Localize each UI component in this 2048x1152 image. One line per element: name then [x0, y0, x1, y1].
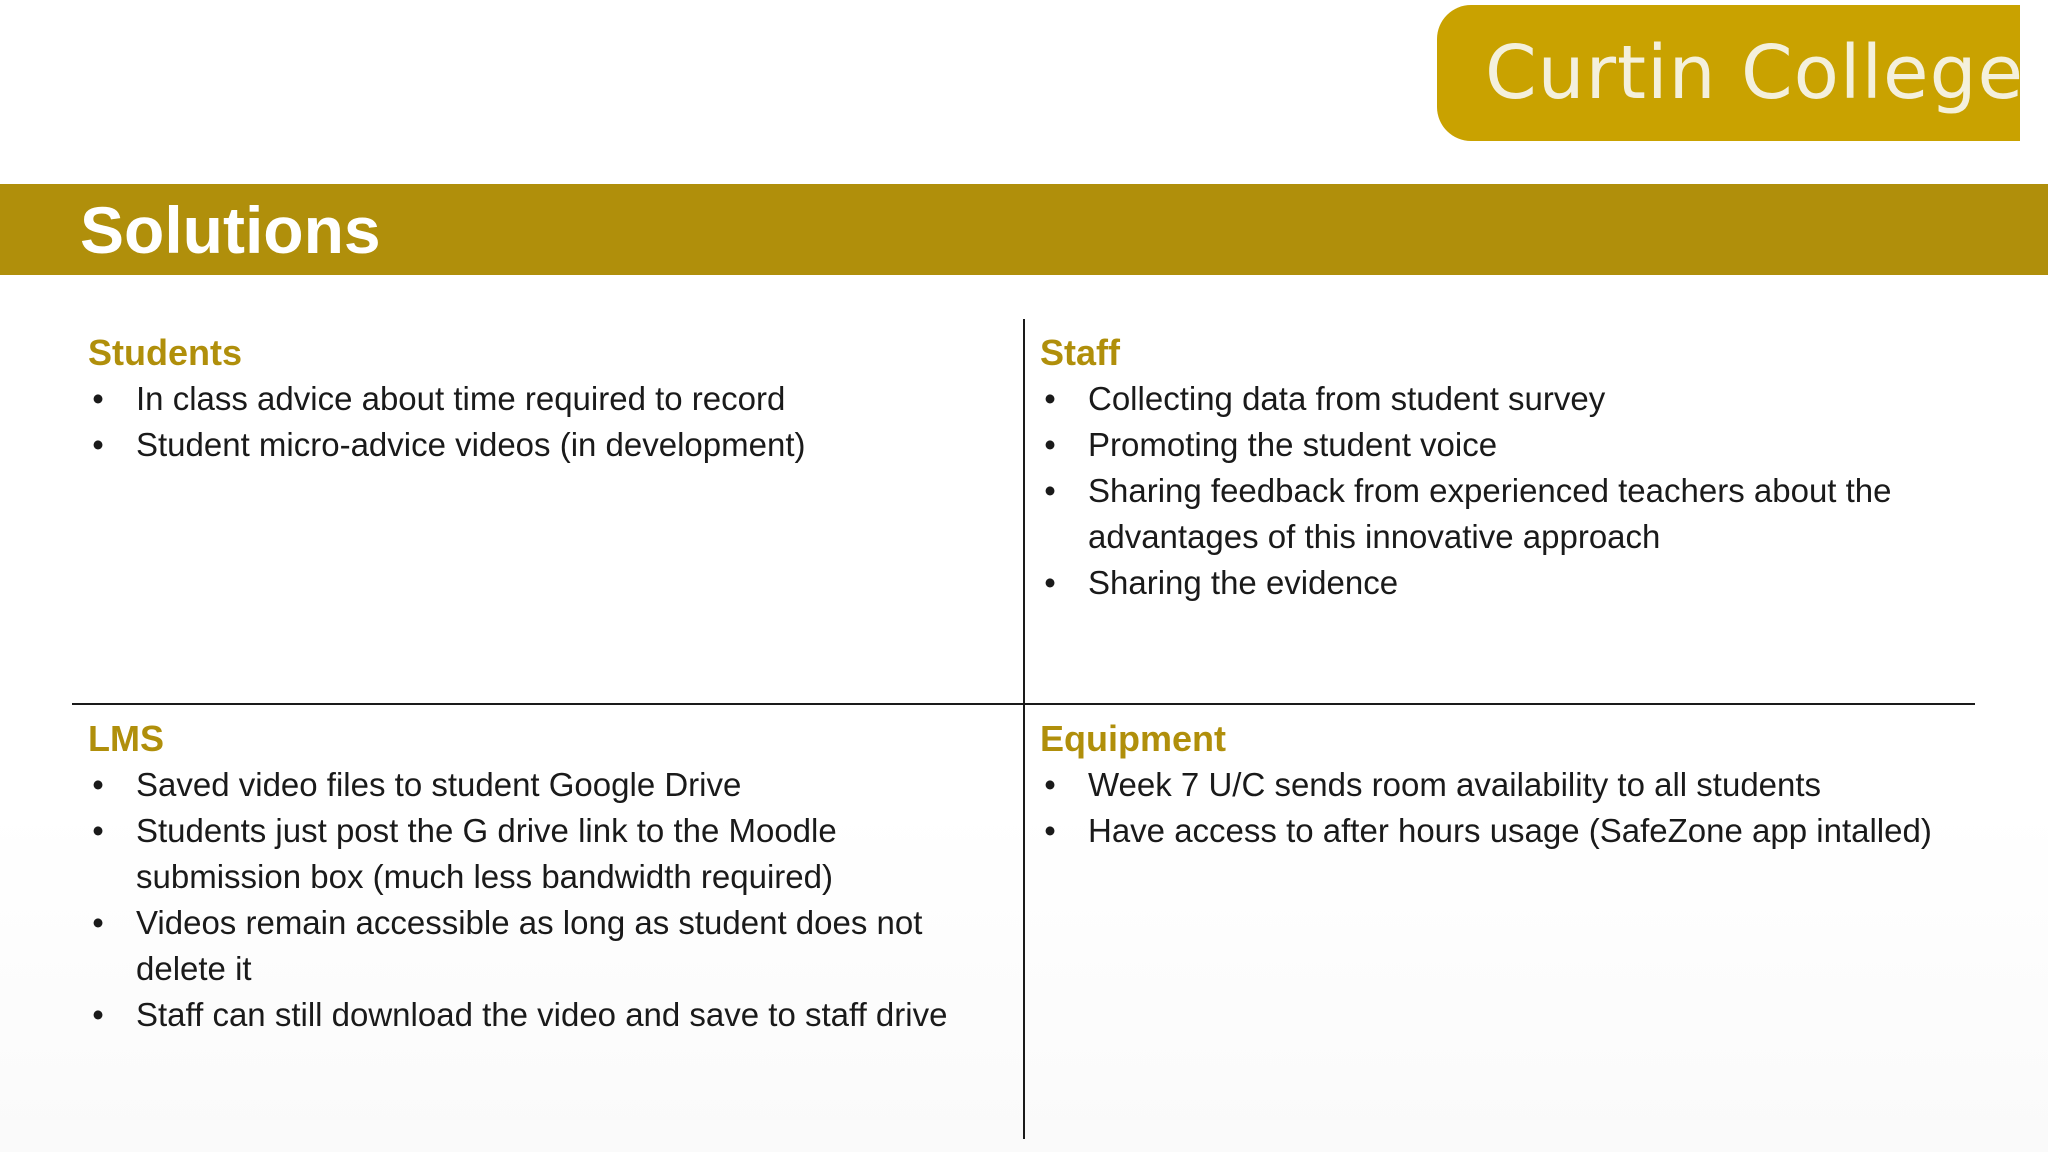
- bullet-icon: •: [1044, 426, 1056, 463]
- bullet-icon: •: [1044, 472, 1056, 509]
- list-item: [88, 808, 1008, 900]
- students-list: [88, 376, 1008, 468]
- staff-heading: Staff: [1040, 332, 1120, 373]
- bullet-icon: •: [92, 426, 104, 463]
- logo-text: Curtin College: [1485, 30, 2025, 116]
- staff-quadrant: [1040, 330, 1970, 606]
- list-item-text: In class advice about time required to record: [136, 380, 786, 417]
- list-item-text: Week 7 U/C sends room availability to all students: [1088, 766, 1822, 803]
- staff-list: [1040, 376, 1970, 606]
- bullet-icon: •: [1044, 380, 1056, 417]
- bullet-icon: •: [92, 812, 104, 849]
- students-heading: Students: [88, 332, 243, 373]
- lms-list: [88, 762, 1008, 1038]
- bullet-icon: •: [92, 996, 104, 1033]
- list-item-text: Videos remain accessible as long as student does not delete it: [136, 904, 923, 987]
- list-item: [1040, 468, 1970, 560]
- list-item-text: Staff can still download the video and save to staff drive: [136, 996, 948, 1033]
- horizontal-divider: [72, 703, 1975, 705]
- list-item: [1040, 808, 1970, 854]
- bullet-icon: •: [1044, 766, 1056, 803]
- equipment-heading: Equipment: [1040, 718, 1226, 759]
- list-item: [1040, 376, 1970, 422]
- list-item: [88, 762, 1008, 808]
- list-item-text: Sharing the evidence: [1088, 564, 1399, 601]
- list-item-text: Student micro-advice videos (in development): [136, 426, 806, 463]
- curtin-college-logo: [1437, 5, 2025, 141]
- list-item-text: Have access to after hours usage (SafeZone app intalled): [1088, 812, 1932, 849]
- slide-title: Solutions: [80, 193, 381, 267]
- lms-quadrant: [88, 716, 1008, 1038]
- lms-heading: LMS: [88, 718, 164, 759]
- bullet-icon: •: [92, 380, 104, 417]
- list-item: [88, 376, 1008, 422]
- bullet-icon: •: [1044, 812, 1056, 849]
- list-item-text: Saved video files to student Google Drive: [136, 766, 742, 803]
- list-item: [1040, 762, 1970, 808]
- equipment-quadrant: [1040, 716, 1970, 854]
- list-item: [1040, 422, 1970, 468]
- list-item-text: Collecting data from student survey: [1088, 380, 1606, 417]
- title-band: [0, 184, 2048, 275]
- equipment-list: [1040, 762, 1970, 854]
- list-item-text: Promoting the student voice: [1088, 426, 1498, 463]
- list-item: [88, 992, 1008, 1038]
- list-item: [1040, 560, 1970, 606]
- list-item-text: Sharing feedback from experienced teachers about the advantages of this innovative approach: [1088, 472, 1892, 555]
- list-item: [88, 900, 1008, 992]
- list-item-text: Students just post the G drive link to the Moodle submission box (much less bandwidth required): [136, 812, 837, 895]
- bullet-icon: •: [92, 904, 104, 941]
- students-quadrant: [88, 330, 1008, 468]
- bullet-icon: •: [92, 766, 104, 803]
- vertical-divider: [1023, 319, 1025, 1139]
- bullet-icon: •: [1044, 564, 1056, 601]
- list-item: [88, 422, 1008, 468]
